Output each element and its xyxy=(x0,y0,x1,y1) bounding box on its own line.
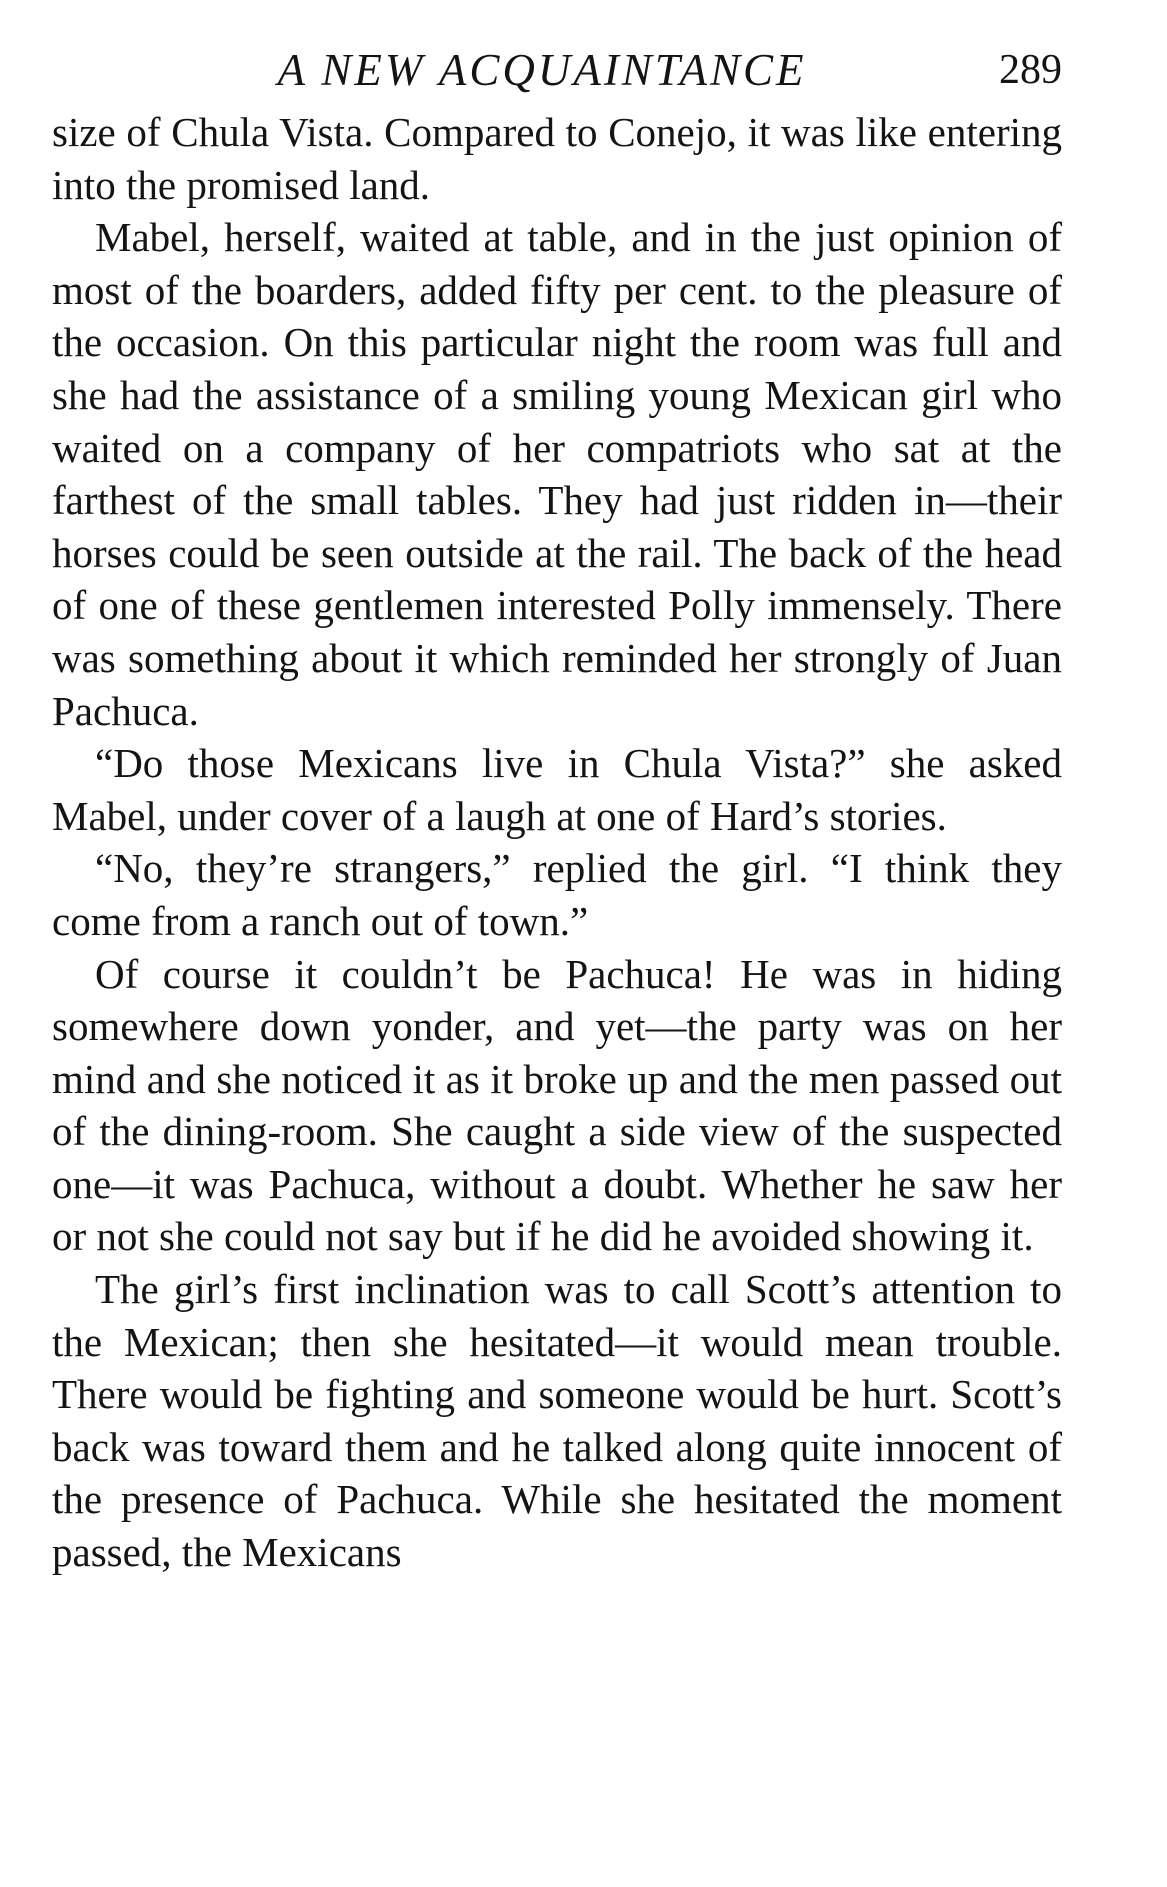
running-head xyxy=(52,40,1062,100)
page-number: 289 xyxy=(999,47,1062,93)
paragraph: “Do those Mexicans live in Chula Vista?” she asked Mabel, under cover of a laugh at one of Hard’s stories. xyxy=(52,740,1062,839)
running-title: A NEW ACQUAINTANCE xyxy=(277,45,807,95)
paragraph: Of course it couldn’t be Pachuca! He was in hiding somewhere down yonder, and yet—the party was on her mind and she noticed it as it broke up and the men passed out of the dining-room. She caught a side view of the suspected one—it was Pachuca, without a doubt. Whether he saw her or not she could not say but if he did he avoided showing it. xyxy=(52,950,1062,1260)
book-page xyxy=(52,40,1062,1579)
paragraph: size of Chula Vista. Compared to Conejo, it was like entering into the promised land. xyxy=(52,109,1062,208)
paragraph: “No, they’re strangers,” replied the girl. “I think they come from a ranch out of town.” xyxy=(52,845,1062,944)
paragraph: Mabel, herself, waited at table, and in the just opinion of most of the boarders, added fifty per cent. to the pleasure of the occasion. On this particular night the room was full and she had the assistance of a smiling young Mexican girl who waited on a company of her compatriots who sat at the farthest of the small tables. They had just ridden in—their horses could be seen outside at the rail. The back of the head of one of these gentlemen interested Polly immensely. There was something about it which reminded her strongly of Juan Pachuca. xyxy=(52,214,1062,734)
paragraph: The girl’s first inclination was to call Scott’s attention to the Mexican; then she hesitated—it would mean trouble. There would be fighting and someone would be hurt. Scott’s back was toward them and he talked along quite innocent of the presence of Pachuca. While she hesitated the moment passed, the Mexicans xyxy=(52,1266,1062,1576)
body-text xyxy=(52,106,1062,1579)
